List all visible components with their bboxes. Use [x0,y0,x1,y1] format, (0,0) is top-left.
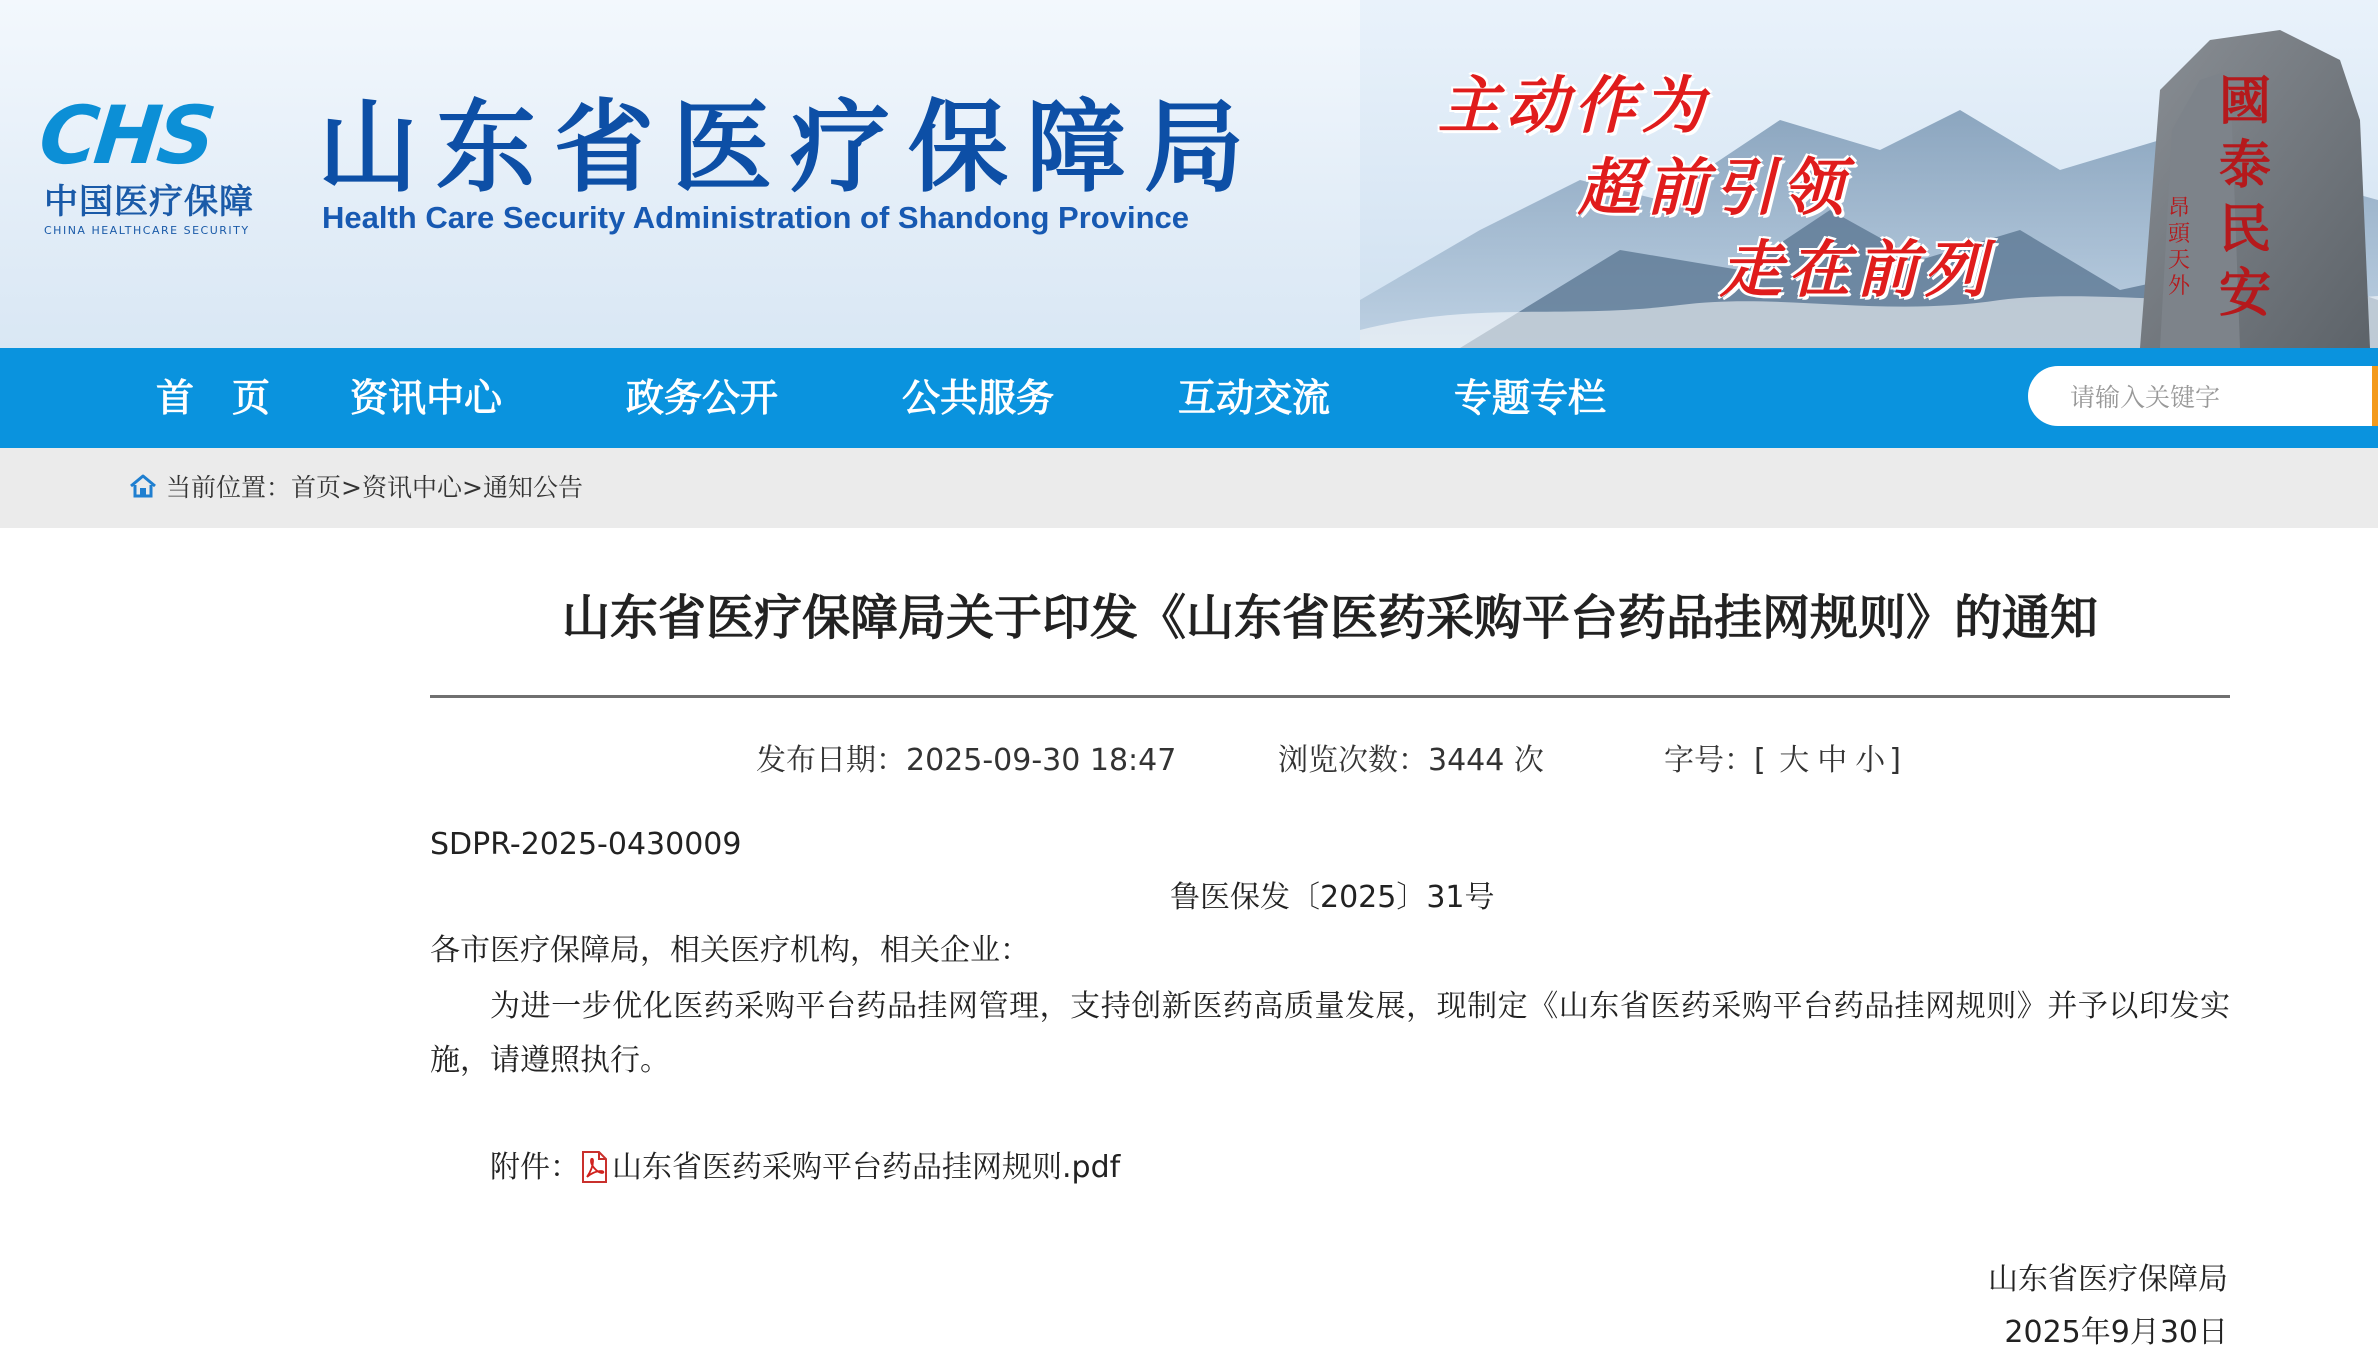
font-size-bracket-open: [ [1754,743,1766,778]
site-title: 山东省医疗保障局 [318,88,1262,206]
view-count-value: 3444 [1428,743,1505,778]
nav-item-news-center[interactable]: 资讯中心 [350,376,503,420]
publish-date-label: 发布日期： [756,743,906,778]
font-size-small-button[interactable]: 小 [1855,743,1886,778]
logo-mark: CHS [35,89,217,182]
stone-inscription: 國泰民安 [2218,71,2271,324]
nav-item-interaction[interactable]: 互动交流 [1178,376,1331,420]
breadcrumb-prefix: 当前位置： [166,473,292,502]
home-icon [128,473,158,499]
site-subtitle: Health Care Security Administration of Shandong Province [322,200,1190,235]
font-size-label: 字号： [1664,743,1754,778]
document-number: 鲁医保发〔2025〕31号 [1170,880,1495,915]
attachment [490,1143,1120,1193]
nav-item-public-services[interactable]: 公共服务 [902,376,1055,420]
nav-item-government-affairs[interactable]: 政务公开 [626,376,779,420]
salutation: 各市医疗保障局，相关医疗机构，相关企业： [430,933,1030,968]
logo-cn-text: 中国医疗保障 [44,182,254,222]
title-divider [430,695,2230,698]
attachment-link[interactable]: 山东省医药采购平台药品挂网规则.pdf [612,1150,1121,1185]
site-header [0,0,2378,348]
signature-org: 山东省医疗保障局 [1988,1262,2228,1297]
signature-date: 2025年9月30日 [2004,1315,2228,1350]
main-nav [0,348,2378,448]
font-size-control [1664,736,1901,786]
attachment-label: 附件： [490,1150,580,1185]
view-count [1278,736,1544,786]
chs-logo[interactable] [35,89,270,243]
article-title: 山东省医疗保障局关于印发《山东省医药采购平台药品挂网规则》的通知 [561,590,2098,646]
breadcrumb-separator: > [341,473,362,502]
nav-item-home[interactable]: 首 页 [156,376,271,420]
slogan-line-1: 主动作为 [1438,69,1711,142]
font-size-bracket-close: ] [1889,743,1901,778]
view-count-unit: 次 [1513,743,1544,778]
breadcrumb [128,448,583,528]
document-code: SDPR-2025-0430009 [430,827,742,862]
view-count-label: 浏览次数： [1278,743,1428,778]
publish-date [756,736,1176,786]
logo-en-text: CHINA HEALTHCARE SECURITY [44,224,250,237]
nav-item-special-topics[interactable]: 专题专栏 [1454,376,1607,420]
slogan-line-3: 走在前列 [1720,233,1993,306]
breadcrumb-bar [0,448,2378,528]
font-size-large-button[interactable]: 大 [1779,743,1810,778]
breadcrumb-separator: > [462,473,483,502]
search-input[interactable] [2068,366,2362,428]
slogan-line-2: 超前引领 [1578,151,1851,224]
stone-inscription-small: 昂頭天外 [2167,196,2190,299]
breadcrumb-link-home[interactable]: 首页 [291,473,342,502]
breadcrumb-link-notices[interactable]: 通知公告 [482,473,583,502]
search-box [2028,366,2378,426]
body-paragraph: 为进一步优化医药采购平台药品挂网管理，支持创新医药高质量发展，现制定《山东省医药采购平台药品挂网规则》并予以印发实施，请遵照执行。 [430,989,2230,1078]
font-size-medium-button[interactable]: 中 [1817,743,1848,778]
pdf-icon [580,1151,608,1183]
publish-date-value: 2025-09-30 18:47 [906,743,1177,778]
breadcrumb-link-news-center[interactable]: 资讯中心 [361,473,462,502]
